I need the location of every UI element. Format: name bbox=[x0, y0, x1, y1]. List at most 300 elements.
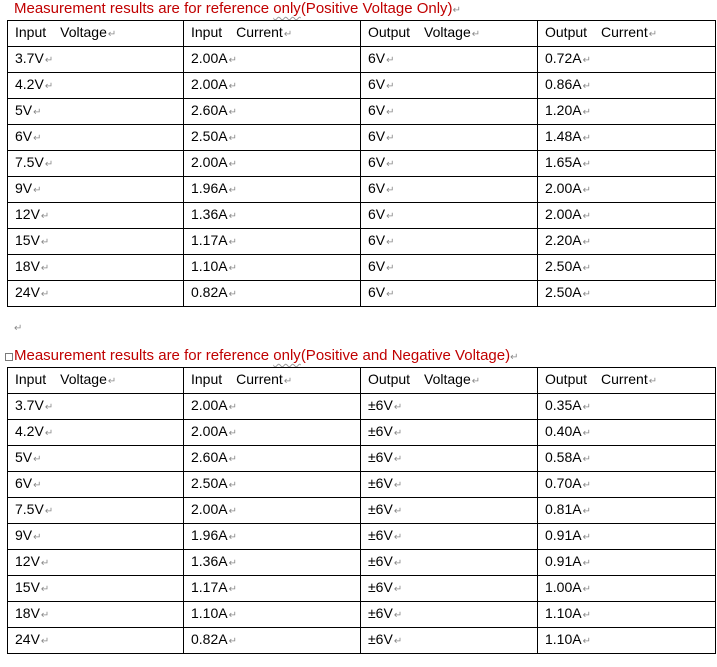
table-cell bbox=[538, 394, 716, 420]
table-cell bbox=[361, 472, 538, 498]
return-mark-icon: ↵ bbox=[582, 237, 591, 248]
cell-value: ±6V bbox=[368, 501, 393, 517]
table-cell bbox=[361, 47, 538, 73]
table-cell bbox=[8, 281, 184, 307]
return-mark-icon: ↵ bbox=[386, 159, 395, 170]
table-cell bbox=[361, 628, 538, 654]
return-mark-icon: ↵ bbox=[228, 402, 237, 413]
table1-title bbox=[14, 0, 461, 20]
cell-value: 6V bbox=[368, 50, 386, 66]
table-cell bbox=[8, 255, 184, 281]
cell-value: 0.82A bbox=[191, 284, 228, 300]
cell-value: 3.7V bbox=[15, 397, 44, 413]
return-mark-icon: ↵ bbox=[582, 81, 591, 92]
cell-value: 1.48A bbox=[545, 128, 582, 144]
return-mark-icon: ↵ bbox=[283, 29, 293, 40]
return-mark-icon: ↵ bbox=[386, 211, 395, 222]
cell-value: 6V bbox=[368, 102, 386, 118]
table-cell bbox=[184, 550, 361, 576]
table-cell bbox=[538, 524, 716, 550]
cell-value: 2.60A bbox=[191, 449, 228, 465]
return-mark-icon: ↵ bbox=[582, 636, 591, 647]
table1-title-prefix: Measurement results are for reference bbox=[14, 0, 274, 17]
table-cell bbox=[361, 281, 538, 307]
header-word: Output bbox=[545, 371, 588, 387]
return-mark-icon: ↵ bbox=[228, 81, 237, 92]
header-word: Input bbox=[191, 24, 223, 40]
return-mark-icon: ↵ bbox=[648, 376, 658, 387]
cell-value: 1.10A bbox=[545, 631, 582, 647]
table-cell bbox=[184, 73, 361, 99]
cell-value: 6V bbox=[368, 258, 386, 274]
table-row bbox=[8, 177, 716, 203]
cell-value: 6V bbox=[368, 76, 386, 92]
return-mark-icon: ↵ bbox=[393, 532, 403, 543]
table-cell bbox=[184, 177, 361, 203]
return-mark-icon: ↵ bbox=[228, 133, 237, 144]
return-mark-icon: ↵ bbox=[44, 81, 54, 92]
cell-value: 18V bbox=[15, 605, 40, 621]
cell-value: ±6V bbox=[368, 579, 393, 595]
cell-value: 4.2V bbox=[15, 76, 44, 92]
return-mark-icon: ↵ bbox=[44, 159, 54, 170]
cell-value: ±6V bbox=[368, 605, 393, 621]
cell-value: 6V bbox=[368, 128, 386, 144]
table2-positive-negative-voltage bbox=[7, 367, 716, 654]
table-cell bbox=[184, 524, 361, 550]
cell-value: 0.58A bbox=[545, 449, 582, 465]
cell-value: 0.86A bbox=[545, 76, 582, 92]
cell-value: 9V bbox=[15, 527, 33, 543]
table-cell bbox=[184, 628, 361, 654]
table-cell bbox=[184, 99, 361, 125]
header-word: Voltage bbox=[424, 24, 471, 40]
return-mark-icon: ↵ bbox=[228, 159, 237, 170]
table2-title-suffix: (Positive and Negative Voltage) bbox=[300, 347, 511, 364]
return-mark-icon: ↵ bbox=[40, 289, 50, 300]
header-word: Input bbox=[191, 371, 223, 387]
return-mark-icon: ↵ bbox=[386, 55, 395, 66]
table-row bbox=[8, 99, 716, 125]
return-mark-icon: ↵ bbox=[228, 185, 237, 196]
table-row bbox=[8, 203, 716, 229]
return-mark-icon: ↵ bbox=[582, 558, 591, 569]
table-cell bbox=[184, 576, 361, 602]
return-mark-icon: ↵ bbox=[228, 428, 237, 439]
table-row bbox=[8, 125, 716, 151]
cell-value: ±6V bbox=[368, 475, 393, 491]
table-cell bbox=[8, 151, 184, 177]
table-cell bbox=[538, 281, 716, 307]
table-cell bbox=[361, 420, 538, 446]
table-cell bbox=[8, 576, 184, 602]
return-mark-icon: ↵ bbox=[648, 29, 658, 40]
cell-value: 1.96A bbox=[191, 527, 228, 543]
cell-value: 2.00A bbox=[191, 397, 228, 413]
table-cell bbox=[184, 125, 361, 151]
return-mark-icon: ↵ bbox=[228, 55, 237, 66]
return-mark-icon: ↵ bbox=[386, 81, 395, 92]
table-cell bbox=[8, 472, 184, 498]
table-cell bbox=[538, 602, 716, 628]
cell-value: 2.00A bbox=[545, 180, 582, 196]
return-mark-icon: ↵ bbox=[40, 263, 50, 274]
return-mark-icon: ↵ bbox=[393, 428, 403, 439]
return-mark-icon: ↵ bbox=[40, 558, 50, 569]
return-mark-icon: ↵ bbox=[40, 584, 50, 595]
cell-value: 24V bbox=[15, 631, 40, 647]
return-mark-icon: ↵ bbox=[33, 480, 42, 491]
return-mark-icon: ↵ bbox=[393, 506, 403, 517]
table-cell bbox=[538, 628, 716, 654]
cell-value: 2.50A bbox=[191, 128, 228, 144]
table-cell bbox=[8, 498, 184, 524]
header-word: Voltage bbox=[60, 24, 107, 40]
cell-value: 0.35A bbox=[545, 397, 582, 413]
table-cell bbox=[538, 229, 716, 255]
cell-value: 1.17A bbox=[191, 579, 228, 595]
table2-title-prefix: Measurement results are for reference bbox=[14, 347, 274, 364]
table-row bbox=[8, 446, 716, 472]
cell-value: 1.10A bbox=[545, 605, 582, 621]
return-mark-icon: ↵ bbox=[228, 480, 237, 491]
header-word: Voltage bbox=[424, 371, 471, 387]
return-mark-icon: ↵ bbox=[40, 211, 50, 222]
cell-value: 2.20A bbox=[545, 232, 582, 248]
return-mark-icon: ↵ bbox=[393, 584, 403, 595]
cell-value: 0.72A bbox=[545, 50, 582, 66]
cell-value: 24V bbox=[15, 284, 40, 300]
cell-value: 6V bbox=[368, 284, 386, 300]
cell-value: 7.5V bbox=[15, 501, 44, 517]
return-mark-icon: ↵ bbox=[228, 237, 237, 248]
table-cell bbox=[538, 177, 716, 203]
return-mark-icon: ↵ bbox=[582, 584, 591, 595]
header-word: Current bbox=[236, 371, 283, 387]
table-cell bbox=[538, 151, 716, 177]
return-mark-icon: ↵ bbox=[582, 402, 591, 413]
return-mark-icon: ↵ bbox=[582, 55, 591, 66]
return-mark-icon: ↵ bbox=[386, 237, 395, 248]
return-mark-icon: ↵ bbox=[582, 480, 591, 491]
table-cell bbox=[538, 73, 716, 99]
cell-value: 1.36A bbox=[191, 206, 228, 222]
cell-value: 15V bbox=[15, 232, 40, 248]
table-cell bbox=[184, 151, 361, 177]
cell-value: ±6V bbox=[368, 397, 393, 413]
return-mark-icon: ↵ bbox=[33, 133, 42, 144]
cell-value: 5V bbox=[15, 449, 33, 465]
table-cell bbox=[8, 446, 184, 472]
return-mark-icon: ↵ bbox=[33, 532, 42, 543]
header-word: Output bbox=[368, 371, 411, 387]
table-cell bbox=[361, 255, 538, 281]
cell-value: 6V bbox=[368, 232, 386, 248]
return-mark-icon: ↵ bbox=[33, 107, 42, 118]
table-cell bbox=[538, 99, 716, 125]
header-row bbox=[8, 368, 716, 394]
cell-value: 6V bbox=[368, 154, 386, 170]
header-cell bbox=[184, 368, 361, 394]
cell-value: 1.00A bbox=[545, 579, 582, 595]
table2-title-spellcheck-word: only bbox=[273, 347, 301, 364]
header-cell bbox=[361, 368, 538, 394]
return-mark-icon: ↵ bbox=[471, 29, 481, 40]
table-cell bbox=[184, 602, 361, 628]
return-mark-icon: ↵ bbox=[228, 454, 237, 465]
cell-value: 1.65A bbox=[545, 154, 582, 170]
table-cell bbox=[538, 203, 716, 229]
table-row bbox=[8, 73, 716, 99]
return-mark-icon: ↵ bbox=[582, 263, 591, 274]
header-row bbox=[8, 21, 716, 47]
return-mark-icon: ↵ bbox=[33, 454, 42, 465]
table-cell bbox=[538, 576, 716, 602]
table-cell bbox=[8, 524, 184, 550]
table-cell bbox=[184, 47, 361, 73]
table-row bbox=[8, 394, 716, 420]
table-cell bbox=[361, 125, 538, 151]
cell-value: 2.60A bbox=[191, 102, 228, 118]
return-mark-icon: ↵ bbox=[44, 428, 54, 439]
return-mark-icon: ↵ bbox=[228, 610, 237, 621]
table-cell bbox=[361, 151, 538, 177]
return-mark-icon: ↵ bbox=[582, 428, 591, 439]
table-cell bbox=[8, 125, 184, 151]
table-cell bbox=[361, 524, 538, 550]
return-mark-icon: ↵ bbox=[40, 636, 50, 647]
table-cell bbox=[361, 99, 538, 125]
cell-value: 2.00A bbox=[191, 76, 228, 92]
cell-value: 15V bbox=[15, 579, 40, 595]
table-cell bbox=[538, 125, 716, 151]
cell-value: ±6V bbox=[368, 631, 393, 647]
cell-value: 5V bbox=[15, 102, 33, 118]
return-mark-icon: ↵ bbox=[582, 610, 591, 621]
table-cell bbox=[538, 47, 716, 73]
table-cell bbox=[8, 73, 184, 99]
cell-value: 2.00A bbox=[191, 50, 228, 66]
return-mark-icon: ↵ bbox=[44, 55, 54, 66]
table-cell bbox=[538, 420, 716, 446]
cell-value: ±6V bbox=[368, 449, 393, 465]
header-word: Current bbox=[601, 24, 648, 40]
table-cell bbox=[538, 255, 716, 281]
table-row bbox=[8, 628, 716, 654]
table-cell bbox=[184, 281, 361, 307]
cell-value: 12V bbox=[15, 206, 40, 222]
table-cell bbox=[8, 628, 184, 654]
header-word: Input bbox=[15, 371, 47, 387]
return-mark-icon: ↵ bbox=[393, 454, 403, 465]
return-mark-icon: ↵ bbox=[44, 402, 54, 413]
table-cell bbox=[184, 394, 361, 420]
cell-value: 0.40A bbox=[545, 423, 582, 439]
cell-value: ±6V bbox=[368, 527, 393, 543]
table-row bbox=[8, 47, 716, 73]
header-cell bbox=[538, 368, 716, 394]
cell-value: 0.82A bbox=[191, 631, 228, 647]
cell-value: ±6V bbox=[368, 423, 393, 439]
header-word: Current bbox=[236, 24, 283, 40]
return-mark-icon: ↵ bbox=[393, 610, 403, 621]
return-mark-icon: ↵ bbox=[582, 159, 591, 170]
table-cell bbox=[361, 576, 538, 602]
cell-value: 2.00A bbox=[191, 154, 228, 170]
return-mark-icon: ↵ bbox=[452, 5, 461, 16]
table-cell bbox=[8, 229, 184, 255]
cell-value: 1.96A bbox=[191, 180, 228, 196]
cell-value: 1.36A bbox=[191, 553, 228, 569]
return-mark-icon: ↵ bbox=[393, 480, 403, 491]
table-cell bbox=[8, 602, 184, 628]
header-word: Input bbox=[15, 24, 47, 40]
header-cell bbox=[361, 21, 538, 47]
table-cell bbox=[361, 229, 538, 255]
return-mark-icon: ↵ bbox=[471, 376, 481, 387]
return-mark-icon: ↵ bbox=[40, 237, 50, 248]
return-mark-icon: ↵ bbox=[228, 107, 237, 118]
table-cell bbox=[8, 99, 184, 125]
table-row bbox=[8, 472, 716, 498]
cell-value: 1.10A bbox=[191, 605, 228, 621]
table-cell bbox=[361, 602, 538, 628]
cell-value: 1.17A bbox=[191, 232, 228, 248]
cell-value: 6V bbox=[368, 206, 386, 222]
return-mark-icon: ↵ bbox=[582, 506, 591, 517]
table-row bbox=[8, 602, 716, 628]
return-mark-icon: ↵ bbox=[582, 289, 591, 300]
return-mark-icon: ↵ bbox=[107, 376, 117, 387]
table-cell bbox=[8, 177, 184, 203]
table1-title-spellcheck-word: only bbox=[273, 0, 301, 17]
cell-value: 2.00A bbox=[191, 423, 228, 439]
return-mark-icon: ↵ bbox=[386, 133, 395, 144]
table-row bbox=[8, 550, 716, 576]
table-cell bbox=[361, 550, 538, 576]
cell-value: 2.50A bbox=[191, 475, 228, 491]
cell-value: 0.70A bbox=[545, 475, 582, 491]
table-cell bbox=[538, 446, 716, 472]
return-mark-icon: ↵ bbox=[386, 107, 395, 118]
table-cell bbox=[184, 472, 361, 498]
table2-title bbox=[14, 347, 519, 367]
table-row bbox=[8, 576, 716, 602]
cell-value: 0.81A bbox=[545, 501, 582, 517]
return-mark-icon: ↵ bbox=[44, 506, 54, 517]
table-row bbox=[8, 281, 716, 307]
return-mark-icon: ↵ bbox=[228, 636, 237, 647]
table-cell bbox=[538, 498, 716, 524]
header-cell bbox=[8, 368, 184, 394]
return-mark-icon: ↵ bbox=[228, 532, 237, 543]
table-cell bbox=[361, 498, 538, 524]
return-mark-icon: ↵ bbox=[228, 289, 237, 300]
cell-value: 1.10A bbox=[191, 258, 228, 274]
table-row bbox=[8, 255, 716, 281]
table-anchor-icon bbox=[5, 353, 13, 361]
cell-value: 6V bbox=[15, 128, 33, 144]
cell-value: 6V bbox=[15, 475, 33, 491]
table-row bbox=[8, 151, 716, 177]
return-mark-icon: ↵ bbox=[582, 107, 591, 118]
cell-value: 4.2V bbox=[15, 423, 44, 439]
return-mark-icon: ↵ bbox=[582, 185, 591, 196]
return-mark-icon: ↵ bbox=[33, 185, 42, 196]
header-cell bbox=[8, 21, 184, 47]
return-mark-icon: ↵ bbox=[107, 29, 117, 40]
table-cell bbox=[538, 550, 716, 576]
table1-title-suffix: (Positive Voltage Only) bbox=[300, 0, 453, 17]
table-cell bbox=[361, 177, 538, 203]
table-cell bbox=[184, 446, 361, 472]
cell-value: 18V bbox=[15, 258, 40, 274]
return-mark-icon: ↵ bbox=[510, 352, 519, 363]
return-mark-icon: ↵ bbox=[582, 532, 591, 543]
table-cell bbox=[184, 229, 361, 255]
cell-value: 2.00A bbox=[191, 501, 228, 517]
return-mark-icon: ↵ bbox=[386, 289, 395, 300]
cell-value: 2.00A bbox=[545, 206, 582, 222]
return-mark-icon: ↵ bbox=[228, 506, 237, 517]
cell-value: 7.5V bbox=[15, 154, 44, 170]
table-row bbox=[8, 420, 716, 446]
table-cell bbox=[8, 47, 184, 73]
cell-value: 2.50A bbox=[545, 258, 582, 274]
return-mark-icon: ↵ bbox=[582, 211, 591, 222]
paragraph-mark-icon: ↵ bbox=[14, 323, 23, 334]
header-word: Current bbox=[601, 371, 648, 387]
return-mark-icon: ↵ bbox=[393, 636, 403, 647]
cell-value: 2.50A bbox=[545, 284, 582, 300]
return-mark-icon: ↵ bbox=[393, 402, 403, 413]
cell-value: 9V bbox=[15, 180, 33, 196]
table-row bbox=[8, 524, 716, 550]
header-cell bbox=[184, 21, 361, 47]
return-mark-icon: ↵ bbox=[582, 133, 591, 144]
return-mark-icon: ↵ bbox=[228, 263, 237, 274]
header-word: Output bbox=[545, 24, 588, 40]
table-cell bbox=[184, 498, 361, 524]
cell-value: 0.91A bbox=[545, 527, 582, 543]
header-cell bbox=[538, 21, 716, 47]
cell-value: 0.91A bbox=[545, 553, 582, 569]
cell-value: 1.20A bbox=[545, 102, 582, 118]
table1-positive-voltage bbox=[7, 20, 716, 307]
table-cell bbox=[361, 394, 538, 420]
return-mark-icon: ↵ bbox=[386, 263, 395, 274]
cell-value: 3.7V bbox=[15, 50, 44, 66]
table-cell bbox=[8, 394, 184, 420]
table-cell bbox=[8, 203, 184, 229]
cell-value: 6V bbox=[368, 180, 386, 196]
table-cell bbox=[184, 255, 361, 281]
table-cell bbox=[184, 420, 361, 446]
cell-value: 12V bbox=[15, 553, 40, 569]
return-mark-icon: ↵ bbox=[228, 211, 237, 222]
header-word: Voltage bbox=[60, 371, 107, 387]
header-word: Output bbox=[368, 24, 411, 40]
table-cell bbox=[361, 446, 538, 472]
return-mark-icon: ↵ bbox=[228, 558, 237, 569]
table-cell bbox=[184, 203, 361, 229]
return-mark-icon: ↵ bbox=[393, 558, 403, 569]
cell-value: ±6V bbox=[368, 553, 393, 569]
table-cell bbox=[538, 472, 716, 498]
return-mark-icon: ↵ bbox=[283, 376, 293, 387]
table-cell bbox=[361, 203, 538, 229]
return-mark-icon: ↵ bbox=[40, 610, 50, 621]
